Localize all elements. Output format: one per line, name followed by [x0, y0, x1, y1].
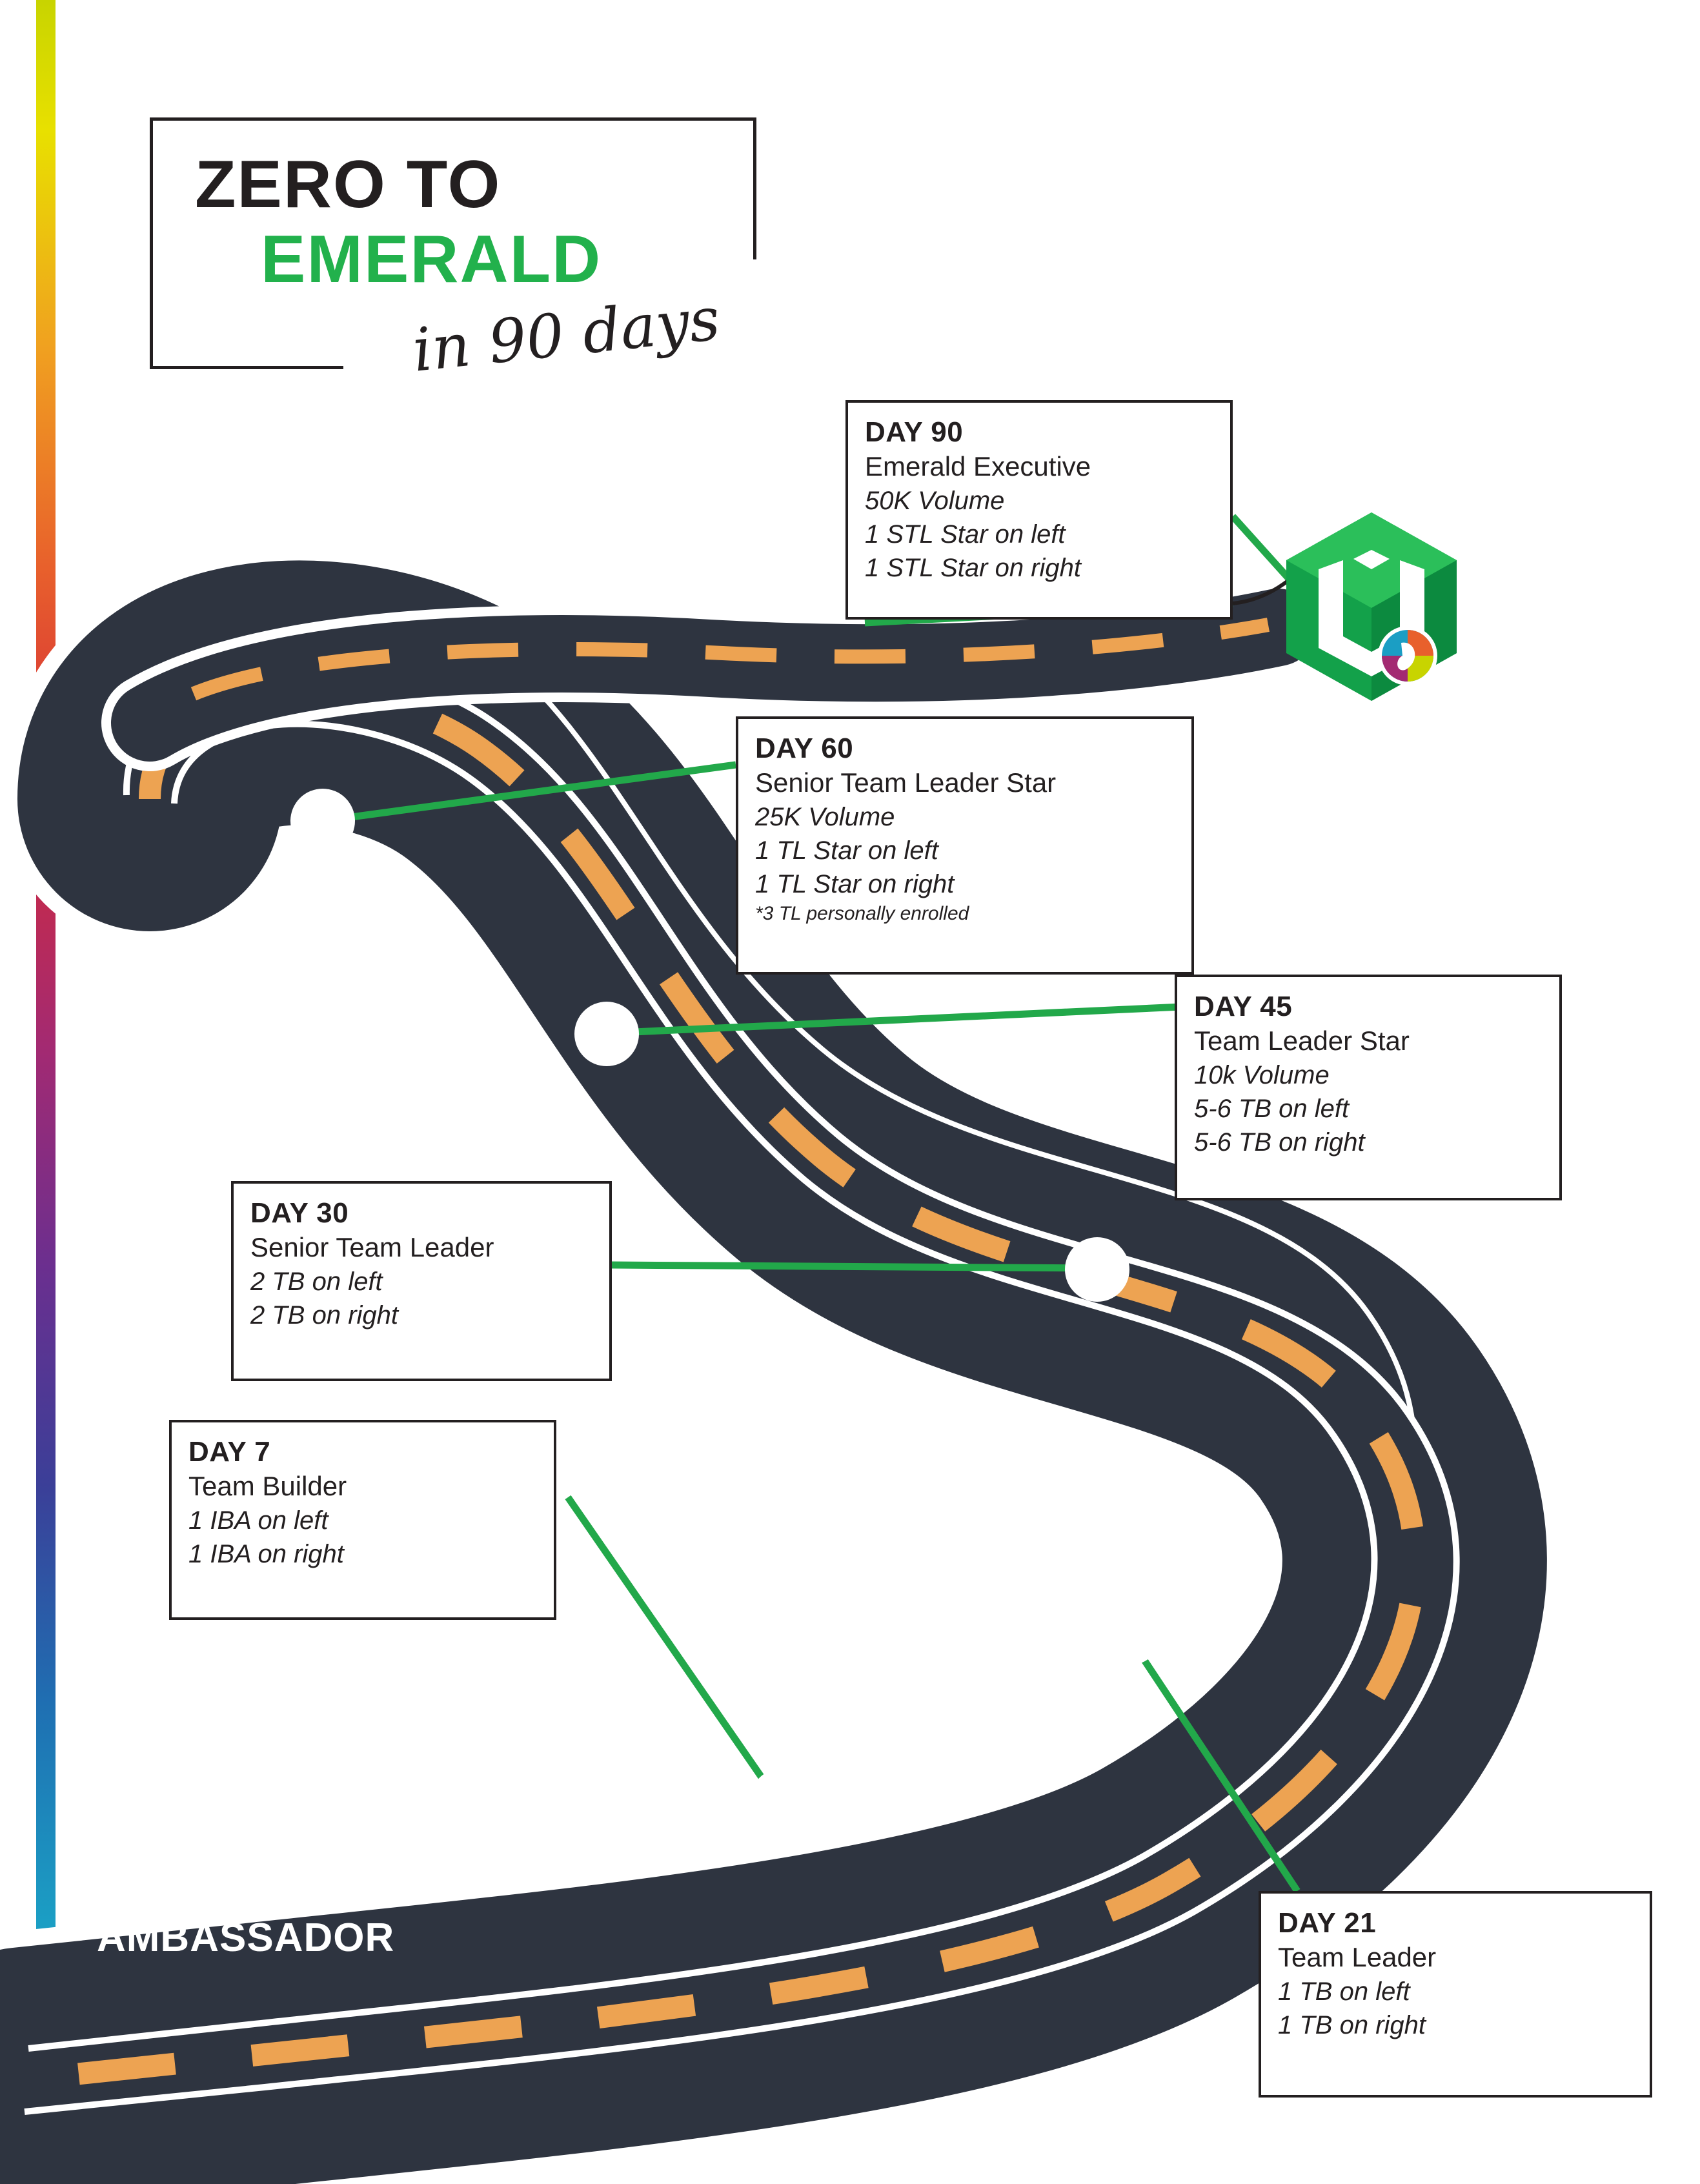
- callout-day30-detail1: 2 TB on left: [250, 1267, 383, 1296]
- emerald-hexagon-logo: [1281, 510, 1462, 703]
- callout-day30[interactable]: [231, 1181, 612, 1381]
- callout-day45-detail3: 5-6 TB on right: [1194, 1127, 1365, 1157]
- callout-day60-detail1: 25K Volume: [755, 802, 895, 831]
- callout-day45-detail1: 10k Volume: [1194, 1060, 1330, 1089]
- callout-day45[interactable]: [1175, 975, 1562, 1200]
- callout-day60-day: DAY 60: [755, 733, 854, 764]
- callout-day90[interactable]: [845, 400, 1233, 620]
- callout-day60[interactable]: [736, 716, 1194, 975]
- callout-day60-note: *3 TL personally enrolled: [755, 902, 969, 924]
- callout-day21-day: DAY 21: [1278, 1907, 1377, 1939]
- callout-day45-rank: Team Leader Star: [1194, 1026, 1410, 1056]
- iba-line-1: INDEPENDENT: [97, 1798, 410, 1846]
- callout-day7-detail1: 1 IBA on left: [188, 1506, 329, 1535]
- callout-day21-rank: Team Leader: [1278, 1942, 1437, 1972]
- callout-day90-detail1: 50K Volume: [865, 486, 1005, 515]
- frame-gap-right: [750, 259, 760, 376]
- iba-line-2: BRAND: [97, 1841, 352, 1919]
- callout-day21-detail1: 1 TB on left: [1278, 1977, 1410, 2006]
- callout-day30-rank: Senior Team Leader: [250, 1232, 494, 1262]
- callout-day90-detail2: 1 STL Star on left: [865, 520, 1066, 549]
- iba-line-3: AMBASSADOR: [97, 1916, 395, 1960]
- callout-day7[interactable]: [169, 1420, 556, 1620]
- title-script-in-90-days: in 90 days: [409, 284, 724, 385]
- callout-day90-rank: Emerald Executive: [865, 451, 1091, 481]
- callout-day90-detail3: 1 STL Star on right: [865, 553, 1081, 582]
- callout-day30-day: DAY 30: [250, 1197, 349, 1229]
- callout-day90-day: DAY 90: [865, 416, 964, 448]
- independent-brand-ambassador-label: [97, 1798, 410, 1960]
- callout-day45-detail2: 5-6 TB on left: [1194, 1094, 1350, 1123]
- title-line-emerald: EMERALD: [261, 222, 602, 297]
- callout-day21[interactable]: [1259, 1891, 1652, 2098]
- callout-day7-rank: Team Builder: [188, 1471, 347, 1501]
- callout-day30-detail2: 2 TB on right: [250, 1300, 399, 1330]
- callout-day60-rank: Senior Team Leader Star: [755, 767, 1057, 798]
- title-line-zero-to: ZERO TO: [195, 147, 501, 222]
- callout-day60-detail2: 1 TL Star on left: [755, 836, 938, 865]
- callout-day7-day: DAY 7: [188, 1436, 271, 1468]
- callout-day45-day: DAY 45: [1194, 991, 1293, 1022]
- callout-day60-detail3: 1 TL Star on right: [755, 869, 955, 898]
- callout-day21-detail2: 1 TB on right: [1278, 2010, 1426, 2039]
- callout-day7-detail2: 1 IBA on right: [188, 1539, 344, 1568]
